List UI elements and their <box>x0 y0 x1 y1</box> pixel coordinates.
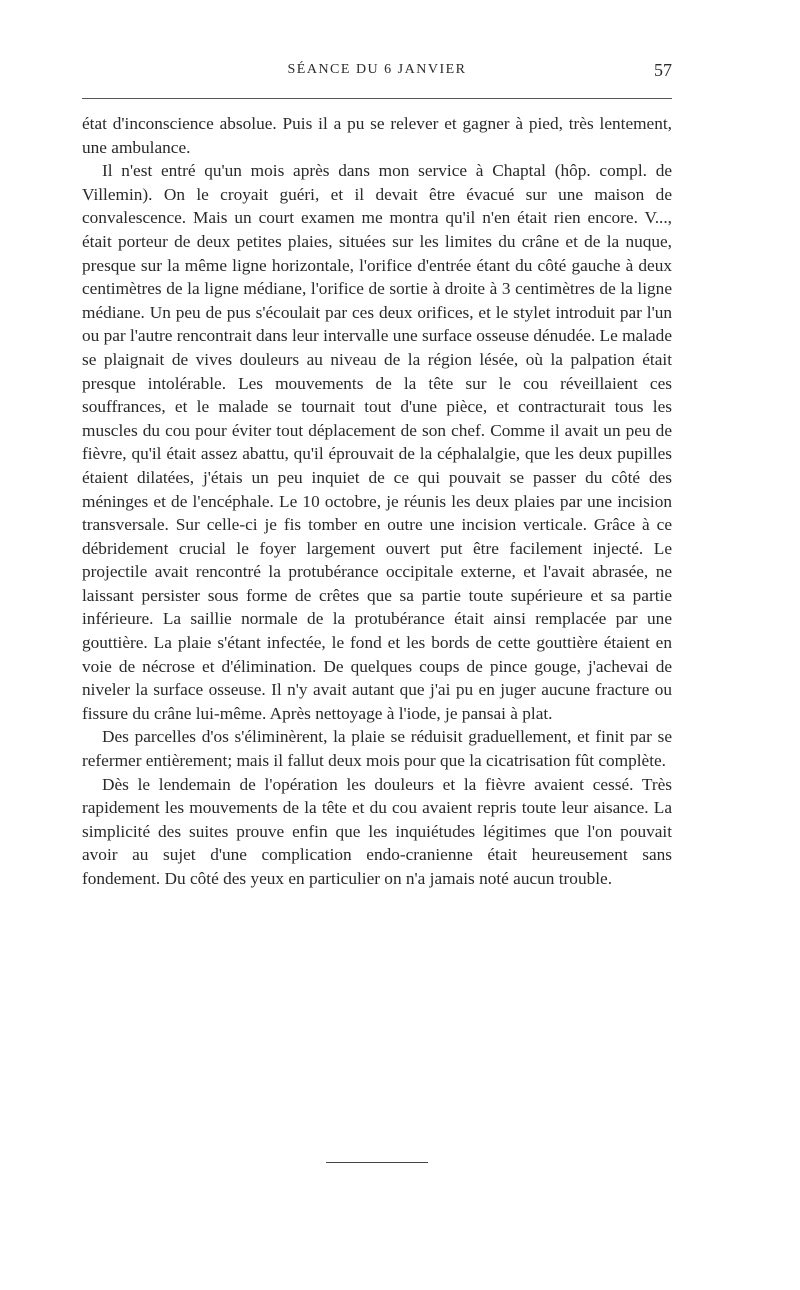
paragraph-1: état d'inconscience absolue. Puis il a pu se relever et gagner à pied, très lentement, une ambulance. <box>82 114 672 157</box>
body-text <box>82 112 672 891</box>
end-rule <box>326 1162 428 1163</box>
paragraph-2: Il n'est entré qu'un mois après dans mon service à Chaptal (hôp. compl. de Villemin). On le croyait guéri, et il devait être évacué sur une maison de convalescence. Mais un court examen me montra qu'il n'en était rien encore. V..., était porteur de deux petites plaies, situées sur les limites du crâne et de la nuque, presque sur la même ligne horizontale, l'orifice d'entrée étant du côté gauche à deux centimètres de la ligne médiane, l'orifice de sortie à droite à 3 centimètres de la ligne médiane. Un peu de pus s'écoulait par ces deux orifices, et le stylet introduit par l'un ou par l'autre rencontrait dans leur intervalle une surface osseuse dénudée. Le malade se plaignait de vives douleurs au niveau de la région lésée, où la palpation était presque intolérable. Les mouvements de la tête sur le cou réveillaient ces souffrances, et le malade se tournait tout d'une pièce, et contracturait tous les muscles du cou pour éviter tout déplacement de son chef. Comme il avait un peu de fièvre, qu'il était assez abattu, qu'il éprouvait de la céphalalgie, que les deux pupilles étaient dilatées, j'étais un peu inquiet de ce qui pouvait se passer du côté des méninges et de l'encéphale. Le 10 octobre, je réunis les deux plaies par une incision transversale. Sur celle-ci je fis tomber en outre une incision verticale. Grâce à ce débridement crucial le foyer largement ouvert put être facilement injecté. Le projectile avait rencontré la protubérance occipitale externe, et l'avait abrasée, ne laissant persister sous forme de crêtes que sa partie toute supérieure et sa partie inférieure. La saillie normale de la protubérance était ainsi remplacée par une gouttière. La plaie s'étant infectée, le fond et les bords de cette gouttière étaient en voie de nécrose et d'élimination. De quelques coups de pince gouge, j'achevai de niveler la surface osseuse. Il n'y avait autant que j'ai pu en juger aucune fracture ou fissure du crâne lui-même. Après nettoyage à l'iode, je pansai à plat. <box>82 161 672 723</box>
page-number: 57 <box>654 60 672 80</box>
paragraph-3: Des parcelles d'os s'éliminèrent, la plaie se réduisit graduellement, et finit par se refermer entièrement; mais il fallut deux mois pour que la cicatrisation fût complète. <box>82 727 672 771</box>
running-title: SÉANCE DU 6 JANVIER <box>287 62 467 77</box>
running-head <box>82 60 672 82</box>
paragraph-4: Dès le lendemain de l'opération les douleurs et la fièvre avaient cessé. Très rapidement les mouvements de la tête et du cou avaient repris toute leur aisance. La simplicité des suites prouve enfin que les inquiétudes légitimes que l'on pouvait avoir au sujet d'une complication endo-cranienne était heureusement sans fondement. Du côté des yeux en particulier on n'a jamais noté aucun trouble. <box>82 774 672 888</box>
book-page <box>82 0 672 1290</box>
header-rule <box>82 98 672 99</box>
